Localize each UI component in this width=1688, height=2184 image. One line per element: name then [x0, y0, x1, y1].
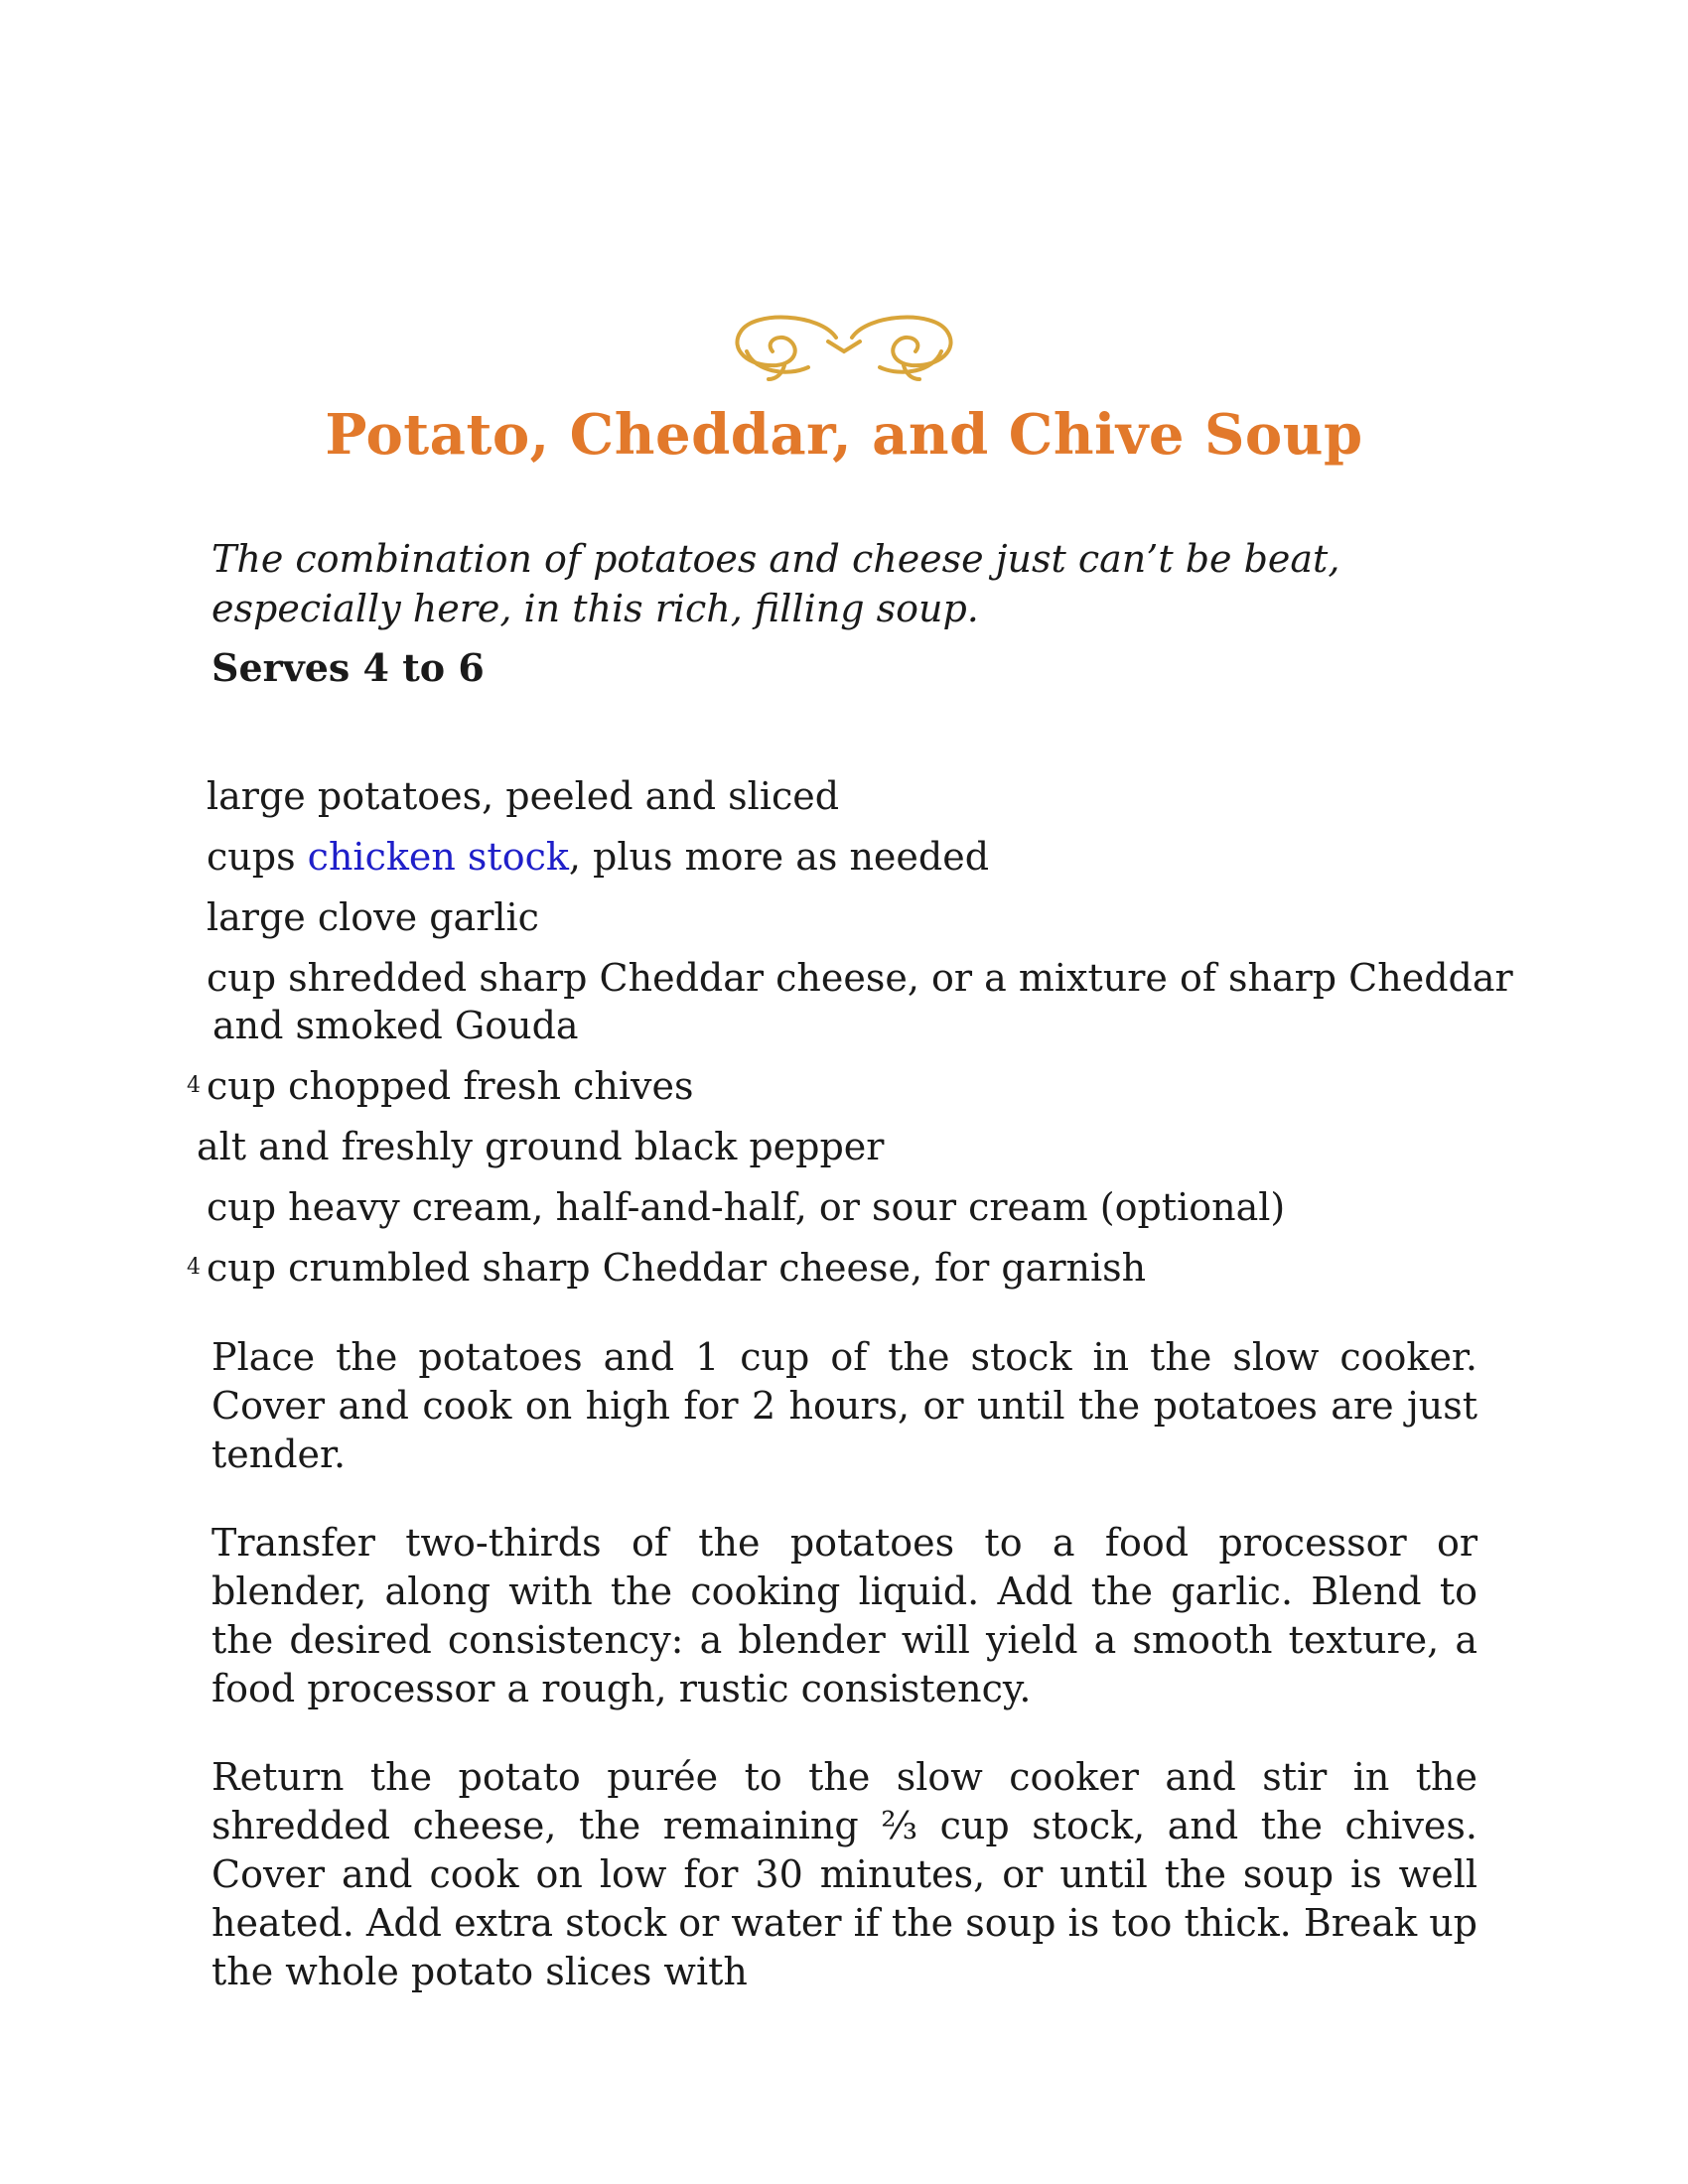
recipe-step: Return the potato purée to the slow cooker and stir in the shredded cheese, the remaining ⅔ cup stock, and the chives. Cover and cook on low for 30 minutes, or until the soup is well heated. Add extra stock or water if the soup is too thick. Break up the whole potato slices with: [211, 1755, 1477, 1993]
ingredient-item: [0, 833, 1489, 881]
ingredient-text: large clove garlic: [207, 895, 539, 939]
ingredient-item: [0, 1123, 1489, 1170]
flourish-ornament-icon: [725, 308, 963, 385]
ingredient-quantity: 4: [187, 1255, 201, 1280]
recipe-step: Place the potatoes and 1 cup of the stock in the slow cooker. Cover and cook on high for 2 hours, or until the potatoes are just tender.: [211, 1335, 1477, 1476]
recipe-intro: The combination of potatoes and cheese just can’t be beat, especially here, in this rich, filling soup.: [211, 537, 1340, 630]
ingredient-item: [0, 1244, 1489, 1292]
recipe-step: Transfer two-thirds of the potatoes to a food processor or blender, along with the cooking liquid. Add the garlic. Blend to the desired consistency: a blender will yield a smooth texture, a food processor a rough, rustic consistency.: [211, 1521, 1477, 1710]
ingredient-item: [0, 772, 1489, 820]
ingredient-text-suffix: , plus more as needed: [568, 835, 990, 879]
chicken-stock-link[interactable]: chicken stock: [307, 835, 569, 879]
serves-count: Serves 4 to 6: [211, 645, 485, 690]
ingredient-item: [0, 954, 1513, 1049]
recipe-steps: [211, 1333, 1477, 2036]
recipe-title: Potato, Cheddar, and Chive Soup: [325, 402, 1363, 468]
ingredient-item: [0, 1062, 1489, 1110]
ingredient-text-prefix: cups: [207, 835, 308, 879]
ingredient-quantity: 4: [187, 1073, 201, 1098]
ingredient-text: cup chopped fresh chives: [207, 1064, 694, 1108]
ingredient-text: large potatoes, peeled and sliced: [207, 774, 840, 818]
ingredient-list: [0, 772, 1513, 1304]
ingredient-item: [0, 893, 1489, 941]
ingredient-text: cup shredded sharp Cheddar cheese, or a mixture of sharp Cheddar: [207, 956, 1513, 1000]
ingredient-text-continuation: and smoked Gouda: [212, 1004, 579, 1047]
ingredient-item: [0, 1183, 1489, 1231]
ingredient-text: cup crumbled sharp Cheddar cheese, for garnish: [207, 1246, 1147, 1290]
ingredient-text: alt and freshly ground black pepper: [197, 1125, 885, 1168]
ingredient-text: cup heavy cream, half-and-half, or sour cream (optional): [207, 1185, 1286, 1229]
